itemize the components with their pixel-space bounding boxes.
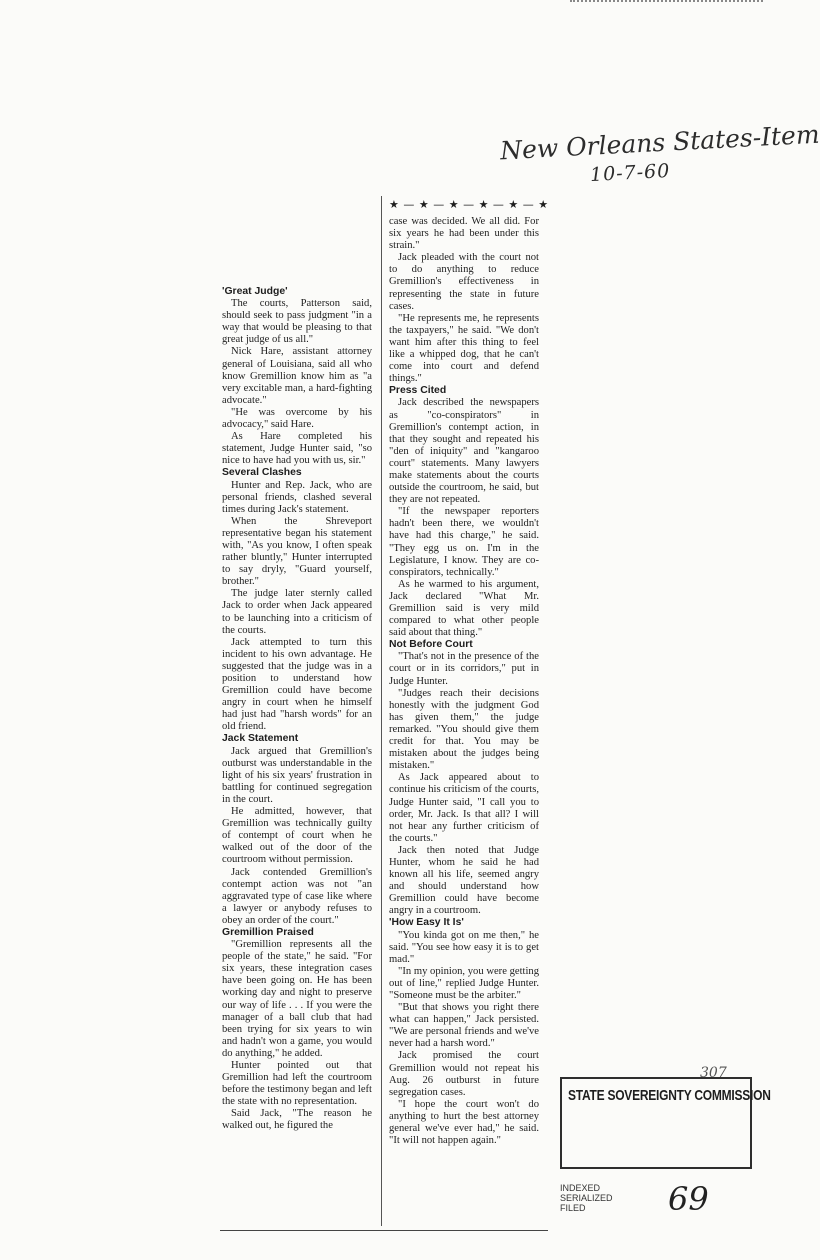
paragraph: Jack attempted to turn this incident to his own advantage. He suggested that the judge was in a position to understand how Gremillion could have become angry in court when he himself had just had "harsh words" for an old friend. <box>222 636 372 733</box>
paragraph: "But that shows you right there what can happen," Jack persisted. "We are personal friends and we've never had a harsh word." <box>389 1002 539 1050</box>
stamp-title: STATE SOVEREIGNTY COMMISSION <box>568 1087 771 1104</box>
paragraph: The judge later sternly called Jack to order when Jack appeared to be launching into a criticism of the courts. <box>222 588 372 636</box>
paragraph: "If the newspaper reporters hadn't been there, we wouldn't have had this charge," he said. "They egg us on. I'm in the Legislature, I know. They are co-conspirators, technically." <box>389 506 539 578</box>
subhead: Several Clashes <box>222 467 302 479</box>
column-rule <box>381 196 382 1226</box>
paragraph: As Hare completed his statement, Judge Hunter said, "so nice to have had you with us, sir." <box>222 431 372 467</box>
paragraph: Hunter and Rep. Jack, who are personal friends, clashed several times during Jack's statement. <box>222 479 372 515</box>
paragraph: Jack described the newspapers as "co-conspirators" in Gremillion's contempt action, in that they sought and repeated his "den of iniquity" and "kangaroo court" statements. Many lawyers make statements about the courts outside the courtroom, he said, but they are not repeated. <box>389 397 539 506</box>
paragraph: Jack argued that Gremillion's outburst was understandable in the light of his six years' frustration in battling for continued segregation in the court. <box>222 745 372 805</box>
stamp-line-indexed: INDEXED <box>560 1183 601 1193</box>
paragraph: "He was overcome by his advocacy," said Hare. <box>222 406 372 431</box>
left-column <box>222 286 372 1133</box>
paragraph: "That's not in the presence of the court or in its corridors," put in Judge Hunter. <box>389 651 539 687</box>
paragraph: The courts, Patterson said, should seek to pass judgment "in a way that would be pleasing to that great judge of us all." <box>222 298 372 346</box>
paragraph: Hunter pointed out that Gremillion had left the courtroom before the testimony began and left the state with no representation. <box>222 1060 372 1108</box>
paragraph: "I hope the court won't do anything to hurt the best attorney general we've ever had," he said. "It will not happen again." <box>389 1098 539 1147</box>
subhead: 'Great Judge' <box>222 286 288 297</box>
paragraph: He admitted, however, that Gremillion was technically guilty of contempt of court when he walked out of the door of the courtroom without permission. <box>222 806 372 866</box>
paragraph: Said Jack, "The reason he walked out, he figured the <box>222 1108 372 1132</box>
handwritten-source: New Orleans States-Item <box>499 119 820 166</box>
subhead: Gremillion Praised <box>222 926 314 938</box>
commission-stamp <box>560 1077 771 1169</box>
newspaper-clipping <box>222 196 549 1238</box>
star-divider: ★ — ★ — ★ — ★ — ★ — ★ <box>389 198 549 211</box>
paragraph: Jack then noted that Judge Hunter, whom he said he had known all his life, seemed angry and should understand how Gremillion could have become angry in a courtroom. <box>389 844 539 917</box>
paragraph: case was decided. We all did. For six years he had been under this strain." <box>389 216 539 252</box>
top-dotted-edge <box>570 0 763 5</box>
stamp-number: 307 <box>700 1065 727 1081</box>
paragraph: When the Shreveport representative began his statement with, "As you know, I often speak rather bluntly," Hunter interrupted to say dryly, "Guard yourself, brother." <box>222 515 372 588</box>
paragraph: Jack pleaded with the court not to do anything to reduce Gremillion's effectiveness in representing the state in future cases. <box>389 252 539 312</box>
handwritten-date: 10-7-60 <box>589 159 671 187</box>
stamp-status-lines <box>560 1183 613 1213</box>
paragraph: As Jack appeared about to continue his criticism of the courts, Judge Hunter said, "I call you to order, Mr. Jack. Is that all? I will not hear any further criticism of the courts." <box>389 772 539 844</box>
paragraph: "He represents me, he represents the taxpayers," he said. "We don't want him after this thing to feel like a whipped dog, that he can't come into court and defend things." <box>389 312 539 385</box>
paragraph: As he warmed to his argument, Jack declared "What Mr. Gremillion said is very mild compared to what other people said about that thing." <box>389 578 539 639</box>
paragraph: Nick Hare, assistant attorney general of Louisiana, said all who know Gremillion know him as "a very excitable man, a hard-fighting advocate." <box>222 346 372 406</box>
paragraph: Jack contended Gremillion's contempt action was not "an aggravated type of case like where a lawyer or anybody refuses to obey an order of the court." <box>222 866 372 926</box>
paragraph: "Judges reach their decisions honestly with the judgment God has given them," the judge remarked. "You should give them credit for that. You may be mistaken about the judges being mistaken." <box>389 687 539 772</box>
paragraph: "In my opinion, you were getting out of line," replied Judge Hunter. "Someone must be the arbiter." <box>389 965 539 1001</box>
bottom-rule <box>220 1230 548 1231</box>
subhead: Press Cited <box>389 385 447 397</box>
page-mark: 69 <box>668 1180 709 1218</box>
paragraph: "Gremillion represents all the people of the state," he said. "For six years, these integration cases have been going on. He has been working day and night to preserve our way of life . . . If you were the manager of a ball club that had been trying for six years to win and hadn't won a game, you would do anything," he added. <box>222 939 372 1059</box>
stamp-line-filed: FILED <box>560 1203 586 1213</box>
subhead: Not Before Court <box>389 639 473 651</box>
right-column <box>389 216 539 1147</box>
stamp-line-serialized: SERIALIZED <box>560 1193 613 1203</box>
paragraph: "You kinda got on me then," he said. "You see how easy it is to get mad." <box>389 929 539 965</box>
subhead: 'How Easy It Is' <box>389 917 464 929</box>
paragraph: Jack promised the court Gremillion would not repeat his Aug. 26 outburst in future segregation cases. <box>389 1050 539 1098</box>
subhead: Jack Statement <box>222 733 299 745</box>
